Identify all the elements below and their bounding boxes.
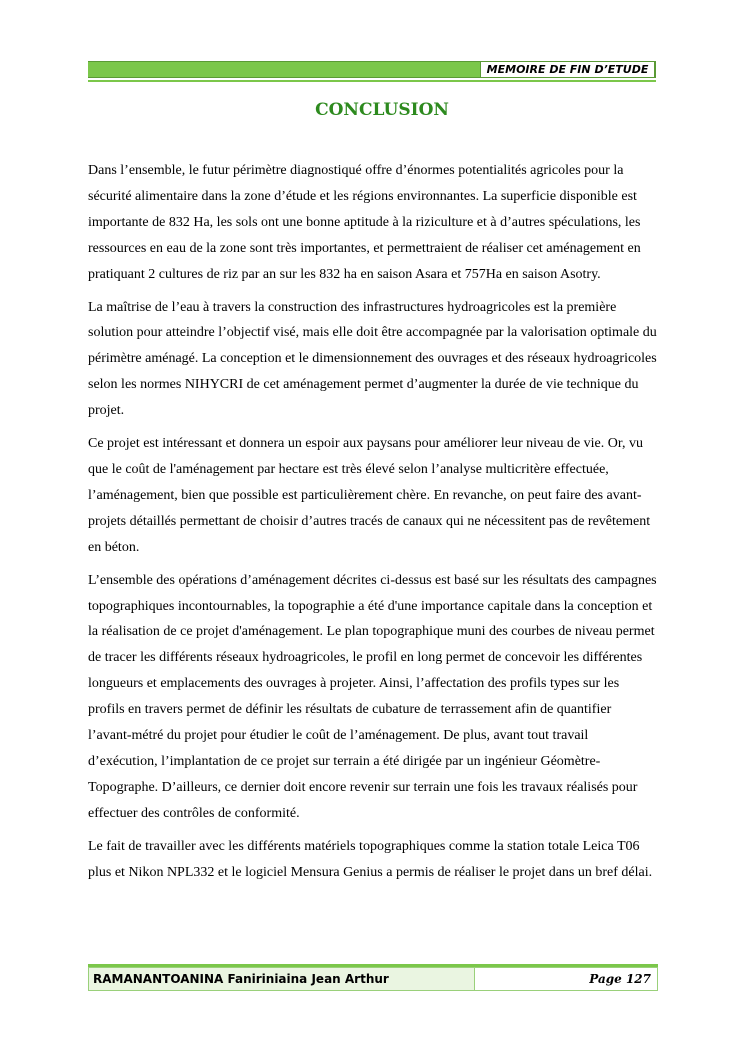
paragraph-4: L’ensemble des opérations d’aménagement décrites ci-dessus est basé sur les résultats des campagnes topographiques incontournables, la topographie a été d'une importance capitale dans la conception et la réalisation de ce projet d'aménagement. Le plan topographique muni des courbes de niveau permet de tracer les différents réseaux hydroagricoles, le profil en long permet de concevoir les différentes longueurs et emplacements des ouvrages à projeter. Ainsi, l’affectation des profils types sur les profils en travers permet de définir les résultats de cubature de terrassement afin de quantifier l’avant-métré du projet pour étudier le coût de l’aménagement. De plus, avant tout travail d’exécution, l’implantation de ce projet sur terrain a été dirigée par un ingénieur Géomètre-Topographe. D’ailleurs, ce dernier doit encore revenir sur terrain une fois les travaux réalisés pour effectuer des contrôles de conformité. <box>88 572 657 821</box>
body-text <box>88 158 658 892</box>
paragraph-2: La maîtrise de l’eau à travers la construction des infrastructures hydroagricoles est la première solution pour atteindre l’objectif visé, mais elle doit être accompagnée par la valorisation optimale du périmètre aménagé. La conception et le dimensionnement des ouvrages et des réseaux hydroagricoles selon les normes NIHYCRI de cet aménagement permet d’augmenter la durée de vie technique du projet. <box>88 299 657 419</box>
footer-page-number: Page 127 <box>475 968 657 990</box>
page-title: CONCLUSION <box>315 100 449 120</box>
paragraph-5: Le fait de travailler avec les différents matériels topographiques comme la station totale Leica T06 plus et Nikon NPL332 et le logiciel Mensura Genius a permis de réaliser le projet dans un bref délai. <box>88 838 653 880</box>
paragraph-3: Ce projet est intéressant et donnera un espoir aux paysans pour améliorer leur niveau de vie. Or, vu que le coût de l'aménagement par hectare est très élevé selon l’analyse multicritère effectuée, l’aménagement, bien que possible est particulièrement chère. En revanche, on peut faire des avant-projets détaillés permettant de choisir d’autres tracés de canaux qui ne nécessitent pas de revêtement en béton. <box>88 436 651 555</box>
paragraph-1: Dans l’ensemble, le futur périmètre diagnostiqué offre d’énormes potentialités agricoles pour la sécurité alimentaire dans la zone d’étude et les régions environnantes. La superficie disponible est importante de 832 Ha, les sols ont une bonne aptitude à la riziculture et à d’autres spéculations, les ressources en eau de la zone sont très importantes, et permettraient de réaliser cet aménagement en pratiquant 2 cultures de riz par an sur les 832 ha en saison Asara et 757Ha en saison Asotry. <box>88 163 641 282</box>
page-footer <box>88 967 658 991</box>
header-label: MEMOIRE DE FIN D’ETUDE <box>480 61 656 78</box>
footer-author: RAMANANTOANINA Faniriniaina Jean Arthur <box>89 968 475 990</box>
page-header <box>88 61 656 78</box>
header-underline <box>88 80 656 82</box>
header-green-band <box>88 61 480 78</box>
